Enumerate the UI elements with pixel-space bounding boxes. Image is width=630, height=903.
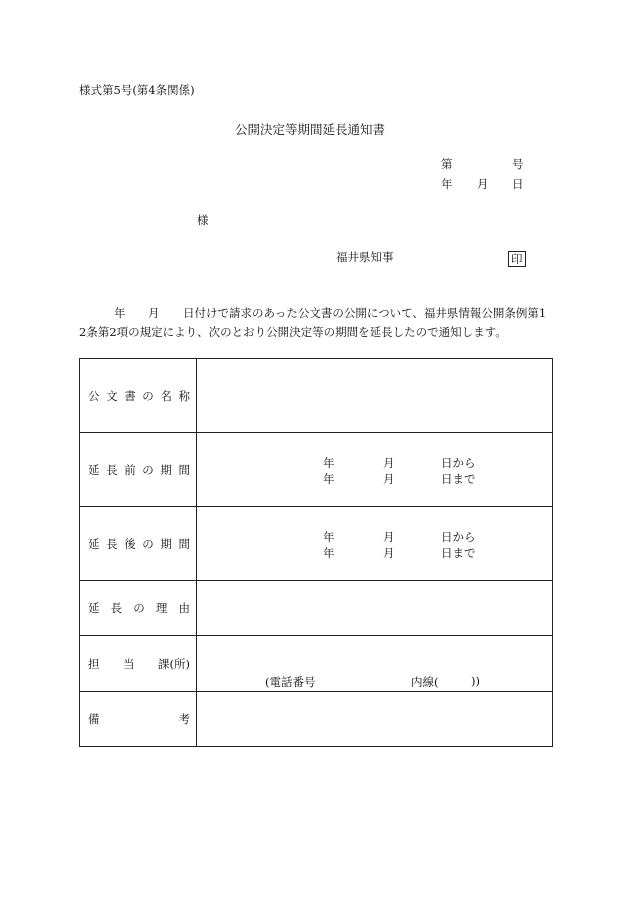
table-row-remarks [80,692,553,747]
body-month: 月 [148,306,160,320]
label-char: の [142,536,154,551]
label-char: 文 [106,388,118,403]
label-char: 長 [106,536,118,551]
date-month: 月 [477,177,489,191]
label-char: 担 [88,657,100,671]
label-char: 間 [178,462,190,477]
after-until-month: 月 [383,546,395,560]
label-department [80,636,197,692]
date-year: 年 [441,177,453,191]
value-after-period[interactable] [197,507,553,581]
label-char: 間 [178,536,190,551]
value-remarks[interactable] [197,692,553,747]
label-char: 公 [88,388,100,403]
value-reason[interactable] [197,581,553,636]
label-char: 課(所) [158,657,190,671]
body-line-1: 日付けで請求のあった公文書の公開について、福井県情報公開条例第1 [183,306,547,320]
body-year: 年 [114,306,126,320]
before-from-year: 年 [323,456,335,470]
label-char: 由 [178,601,190,615]
phone-close: )) [471,674,480,688]
label-char: 備 [88,712,100,726]
after-until-year: 年 [323,546,335,560]
seal-mark [508,248,526,267]
label-document-name [80,359,197,433]
label-char: の [142,388,154,403]
document-title: 公開決定等期間延長通知書 [235,122,386,137]
value-document-name[interactable] [197,359,553,433]
seal-text: 印 [508,251,526,267]
label-char: 名 [160,388,172,403]
form-number-label: 様式第5号(第4条関係) [79,83,195,97]
label-char: 理 [155,601,168,615]
label-char: 考 [178,712,190,726]
date-day: 日 [512,177,524,191]
label-char: 延 [88,536,100,551]
notice-table [79,358,553,747]
after-from-month: 月 [383,530,395,544]
label-char: 称 [178,388,190,403]
number-dai: 第 [441,157,453,171]
before-from-day: 日から [441,456,476,470]
table-row-before-period [80,433,553,507]
label-char: 当 [123,657,135,671]
label-char: 前 [124,462,136,477]
before-from-month: 月 [383,456,395,470]
label-char: 後 [124,536,136,551]
label-char: 長 [110,601,123,615]
value-department[interactable] [197,636,553,692]
label-char: の [133,601,145,615]
sender-name: 福井県知事 [336,250,394,264]
body-line-2: 2条第2項の規定により、次のとおり公開決定等の期間を延長したので通知します。 [79,325,507,339]
label-char: 延 [88,601,100,615]
addressee-suffix: 様 [197,213,209,227]
number-go: 号 [512,157,524,171]
table-row-department [80,636,553,692]
label-char: 延 [88,462,100,477]
before-until-day: 日まで [441,472,476,486]
value-before-period[interactable] [197,433,553,507]
label-char: 長 [106,462,118,477]
after-until-day: 日まで [441,546,476,560]
label-char: の [142,462,154,477]
label-char: 書 [124,388,136,403]
table-row-after-period [80,507,553,581]
label-char: 期 [160,536,172,551]
table-row-reason [80,581,553,636]
phone-open: (電話番号 [265,675,316,689]
label-remarks [80,692,197,747]
label-char: 期 [160,462,172,477]
before-until-year: 年 [323,472,335,486]
label-after-period [80,507,197,581]
after-from-year: 年 [323,530,335,544]
table-row-document-name [80,359,553,433]
label-before-period [80,433,197,507]
before-until-month: 月 [383,472,395,486]
phone-extension: 内線( [411,675,439,689]
after-from-day: 日から [441,530,476,544]
label-reason [80,581,197,636]
